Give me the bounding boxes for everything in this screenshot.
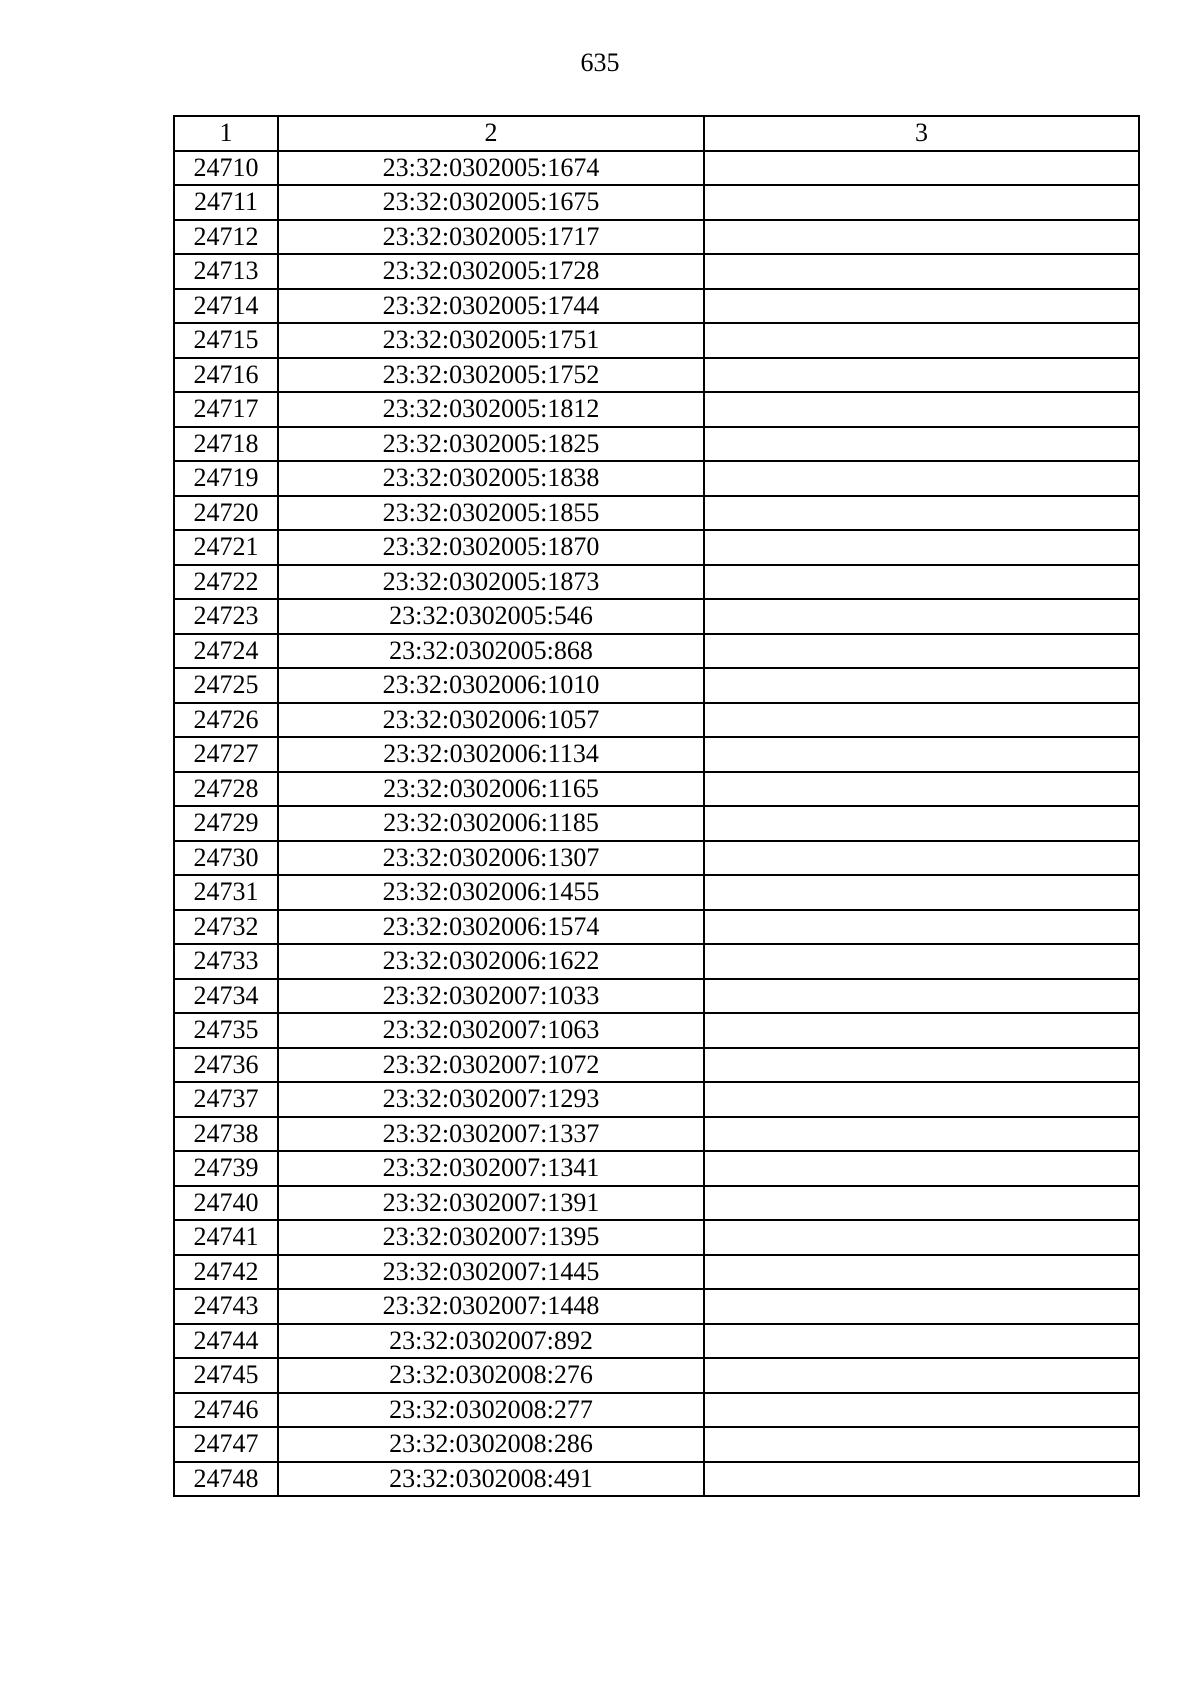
cadastral-number-cell: 23:32:0302008:276 xyxy=(278,1358,704,1393)
table-row xyxy=(174,1082,1139,1117)
cadastral-number-cell: 23:32:0302006:1010 xyxy=(278,668,704,703)
cadastral-number-cell: 23:32:0302008:286 xyxy=(278,1427,704,1462)
notes-cell xyxy=(704,1393,1139,1428)
cadastral-number-cell: 23:32:0302007:1448 xyxy=(278,1289,704,1324)
table-row xyxy=(174,565,1139,600)
table-row xyxy=(174,461,1139,496)
table-row xyxy=(174,1255,1139,1290)
notes-cell xyxy=(704,392,1139,427)
notes-cell xyxy=(704,841,1139,876)
notes-cell xyxy=(704,1255,1139,1290)
row-number-cell: 24732 xyxy=(174,910,278,945)
cadastral-number-cell: 23:32:0302007:1445 xyxy=(278,1255,704,1290)
notes-cell xyxy=(704,289,1139,324)
table-row xyxy=(174,1427,1139,1462)
cadastral-number-cell: 23:32:0302008:277 xyxy=(278,1393,704,1428)
table-row xyxy=(174,496,1139,531)
cadastral-number-cell: 23:32:0302005:546 xyxy=(278,599,704,634)
notes-cell xyxy=(704,703,1139,738)
table-row xyxy=(174,910,1139,945)
notes-cell xyxy=(704,1048,1139,1083)
cadastral-number-cell: 23:32:0302006:1134 xyxy=(278,737,704,772)
row-number-cell: 24747 xyxy=(174,1427,278,1462)
cadastral-number-cell: 23:32:0302007:1293 xyxy=(278,1082,704,1117)
row-number-cell: 24722 xyxy=(174,565,278,600)
table-row xyxy=(174,185,1139,220)
table-row xyxy=(174,254,1139,289)
notes-cell xyxy=(704,1186,1139,1221)
table-row xyxy=(174,1013,1139,1048)
row-number-cell: 24729 xyxy=(174,806,278,841)
table-row xyxy=(174,220,1139,255)
cadastral-number-cell: 23:32:0302006:1165 xyxy=(278,772,704,807)
table-row xyxy=(174,1117,1139,1152)
notes-cell xyxy=(704,1324,1139,1359)
cadastral-number-cell: 23:32:0302006:1622 xyxy=(278,944,704,979)
notes-cell xyxy=(704,875,1139,910)
cadastral-number-cell: 23:32:0302005:1674 xyxy=(278,151,704,186)
row-number-cell: 24734 xyxy=(174,979,278,1014)
table-header xyxy=(174,116,1139,151)
notes-cell xyxy=(704,530,1139,565)
notes-cell xyxy=(704,1082,1139,1117)
notes-cell xyxy=(704,427,1139,462)
table-row xyxy=(174,737,1139,772)
row-number-cell: 24714 xyxy=(174,289,278,324)
table-row xyxy=(174,392,1139,427)
cadastral-number-cell: 23:32:0302007:1391 xyxy=(278,1186,704,1221)
cadastral-number-cell: 23:32:0302005:1838 xyxy=(278,461,704,496)
row-number-cell: 24716 xyxy=(174,358,278,393)
row-number-cell: 24713 xyxy=(174,254,278,289)
cadastral-number-cell: 23:32:0302005:1752 xyxy=(278,358,704,393)
cadastral-number-cell: 23:32:0302005:1812 xyxy=(278,392,704,427)
row-number-cell: 24725 xyxy=(174,668,278,703)
header-cell-2: 2 xyxy=(278,116,704,151)
row-number-cell: 24736 xyxy=(174,1048,278,1083)
notes-cell xyxy=(704,254,1139,289)
table-row xyxy=(174,358,1139,393)
cadastral-number-cell: 23:32:0302005:1855 xyxy=(278,496,704,531)
table-row xyxy=(174,427,1139,462)
row-number-cell: 24744 xyxy=(174,1324,278,1359)
table-row xyxy=(174,1186,1139,1221)
row-number-cell: 24739 xyxy=(174,1151,278,1186)
table-row xyxy=(174,979,1139,1014)
table-row xyxy=(174,323,1139,358)
notes-cell xyxy=(704,496,1139,531)
row-number-cell: 24743 xyxy=(174,1289,278,1324)
row-number-cell: 24719 xyxy=(174,461,278,496)
table-row xyxy=(174,772,1139,807)
header-row xyxy=(174,116,1139,151)
header-cell-1: 1 xyxy=(174,116,278,151)
cadastral-number-cell: 23:32:0302005:868 xyxy=(278,634,704,669)
notes-cell xyxy=(704,1462,1139,1497)
cadastral-number-cell: 23:32:0302006:1185 xyxy=(278,806,704,841)
cadastral-number-cell: 23:32:0302006:1057 xyxy=(278,703,704,738)
notes-cell xyxy=(704,772,1139,807)
cadastral-number-cell: 23:32:0302006:1307 xyxy=(278,841,704,876)
row-number-cell: 24740 xyxy=(174,1186,278,1221)
table-row xyxy=(174,530,1139,565)
cadastral-number-cell: 23:32:0302005:1744 xyxy=(278,289,704,324)
table-row xyxy=(174,1393,1139,1428)
table-row xyxy=(174,668,1139,703)
notes-cell xyxy=(704,737,1139,772)
notes-cell xyxy=(704,1151,1139,1186)
row-number-cell: 24721 xyxy=(174,530,278,565)
cadastral-number-cell: 23:32:0302008:491 xyxy=(278,1462,704,1497)
table-body xyxy=(174,151,1139,1497)
notes-cell xyxy=(704,323,1139,358)
table-row xyxy=(174,599,1139,634)
row-number-cell: 24715 xyxy=(174,323,278,358)
table-row xyxy=(174,1289,1139,1324)
cadastral-number-cell: 23:32:0302007:892 xyxy=(278,1324,704,1359)
cadastral-number-cell: 23:32:0302005:1717 xyxy=(278,220,704,255)
table-row xyxy=(174,634,1139,669)
table-row xyxy=(174,1048,1139,1083)
table-row xyxy=(174,806,1139,841)
row-number-cell: 24742 xyxy=(174,1255,278,1290)
notes-cell xyxy=(704,220,1139,255)
row-number-cell: 24738 xyxy=(174,1117,278,1152)
notes-cell xyxy=(704,151,1139,186)
notes-cell xyxy=(704,1427,1139,1462)
row-number-cell: 24727 xyxy=(174,737,278,772)
cadastral-number-cell: 23:32:0302005:1675 xyxy=(278,185,704,220)
cadastral-number-cell: 23:32:0302005:1751 xyxy=(278,323,704,358)
table-row xyxy=(174,1324,1139,1359)
row-number-cell: 24718 xyxy=(174,427,278,462)
table-row xyxy=(174,944,1139,979)
row-number-cell: 24724 xyxy=(174,634,278,669)
table-row xyxy=(174,1151,1139,1186)
row-number-cell: 24712 xyxy=(174,220,278,255)
row-number-cell: 24717 xyxy=(174,392,278,427)
row-number-cell: 24735 xyxy=(174,1013,278,1048)
row-number-cell: 24710 xyxy=(174,151,278,186)
row-number-cell: 24728 xyxy=(174,772,278,807)
cadastral-number-cell: 23:32:0302007:1337 xyxy=(278,1117,704,1152)
row-number-cell: 24746 xyxy=(174,1393,278,1428)
row-number-cell: 24731 xyxy=(174,875,278,910)
notes-cell xyxy=(704,358,1139,393)
notes-cell xyxy=(704,944,1139,979)
notes-cell xyxy=(704,461,1139,496)
cadastral-number-cell: 23:32:0302007:1063 xyxy=(278,1013,704,1048)
notes-cell xyxy=(704,185,1139,220)
row-number-cell: 24720 xyxy=(174,496,278,531)
notes-cell xyxy=(704,910,1139,945)
table-row xyxy=(174,1462,1139,1497)
table-row xyxy=(174,875,1139,910)
row-number-cell: 24737 xyxy=(174,1082,278,1117)
notes-cell xyxy=(704,634,1139,669)
notes-cell xyxy=(704,806,1139,841)
row-number-cell: 24733 xyxy=(174,944,278,979)
cadastral-number-cell: 23:32:0302007:1395 xyxy=(278,1220,704,1255)
table-row xyxy=(174,151,1139,186)
table-row xyxy=(174,703,1139,738)
table-row xyxy=(174,289,1139,324)
page-number: 635 xyxy=(580,48,620,77)
cadastral-number-cell: 23:32:0302006:1574 xyxy=(278,910,704,945)
row-number-cell: 24726 xyxy=(174,703,278,738)
cadastral-table xyxy=(173,115,1140,1497)
cadastral-number-cell: 23:32:0302005:1728 xyxy=(278,254,704,289)
table-row xyxy=(174,841,1139,876)
header-cell-3: 3 xyxy=(704,116,1139,151)
row-number-cell: 24730 xyxy=(174,841,278,876)
cadastral-number-cell: 23:32:0302005:1873 xyxy=(278,565,704,600)
table-row xyxy=(174,1220,1139,1255)
notes-cell xyxy=(704,565,1139,600)
cadastral-number-cell: 23:32:0302007:1072 xyxy=(278,1048,704,1083)
row-number-cell: 24741 xyxy=(174,1220,278,1255)
cadastral-number-cell: 23:32:0302006:1455 xyxy=(278,875,704,910)
notes-cell xyxy=(704,1289,1139,1324)
row-number-cell: 24711 xyxy=(174,185,278,220)
notes-cell xyxy=(704,1358,1139,1393)
cadastral-number-cell: 23:32:0302007:1033 xyxy=(278,979,704,1014)
cadastral-number-cell: 23:32:0302007:1341 xyxy=(278,1151,704,1186)
notes-cell xyxy=(704,668,1139,703)
notes-cell xyxy=(704,1220,1139,1255)
notes-cell xyxy=(704,1013,1139,1048)
table-row xyxy=(174,1358,1139,1393)
row-number-cell: 24745 xyxy=(174,1358,278,1393)
cadastral-number-cell: 23:32:0302005:1825 xyxy=(278,427,704,462)
cadastral-number-cell: 23:32:0302005:1870 xyxy=(278,530,704,565)
notes-cell xyxy=(704,599,1139,634)
row-number-cell: 24723 xyxy=(174,599,278,634)
row-number-cell: 24748 xyxy=(174,1462,278,1497)
notes-cell xyxy=(704,979,1139,1014)
notes-cell xyxy=(704,1117,1139,1152)
